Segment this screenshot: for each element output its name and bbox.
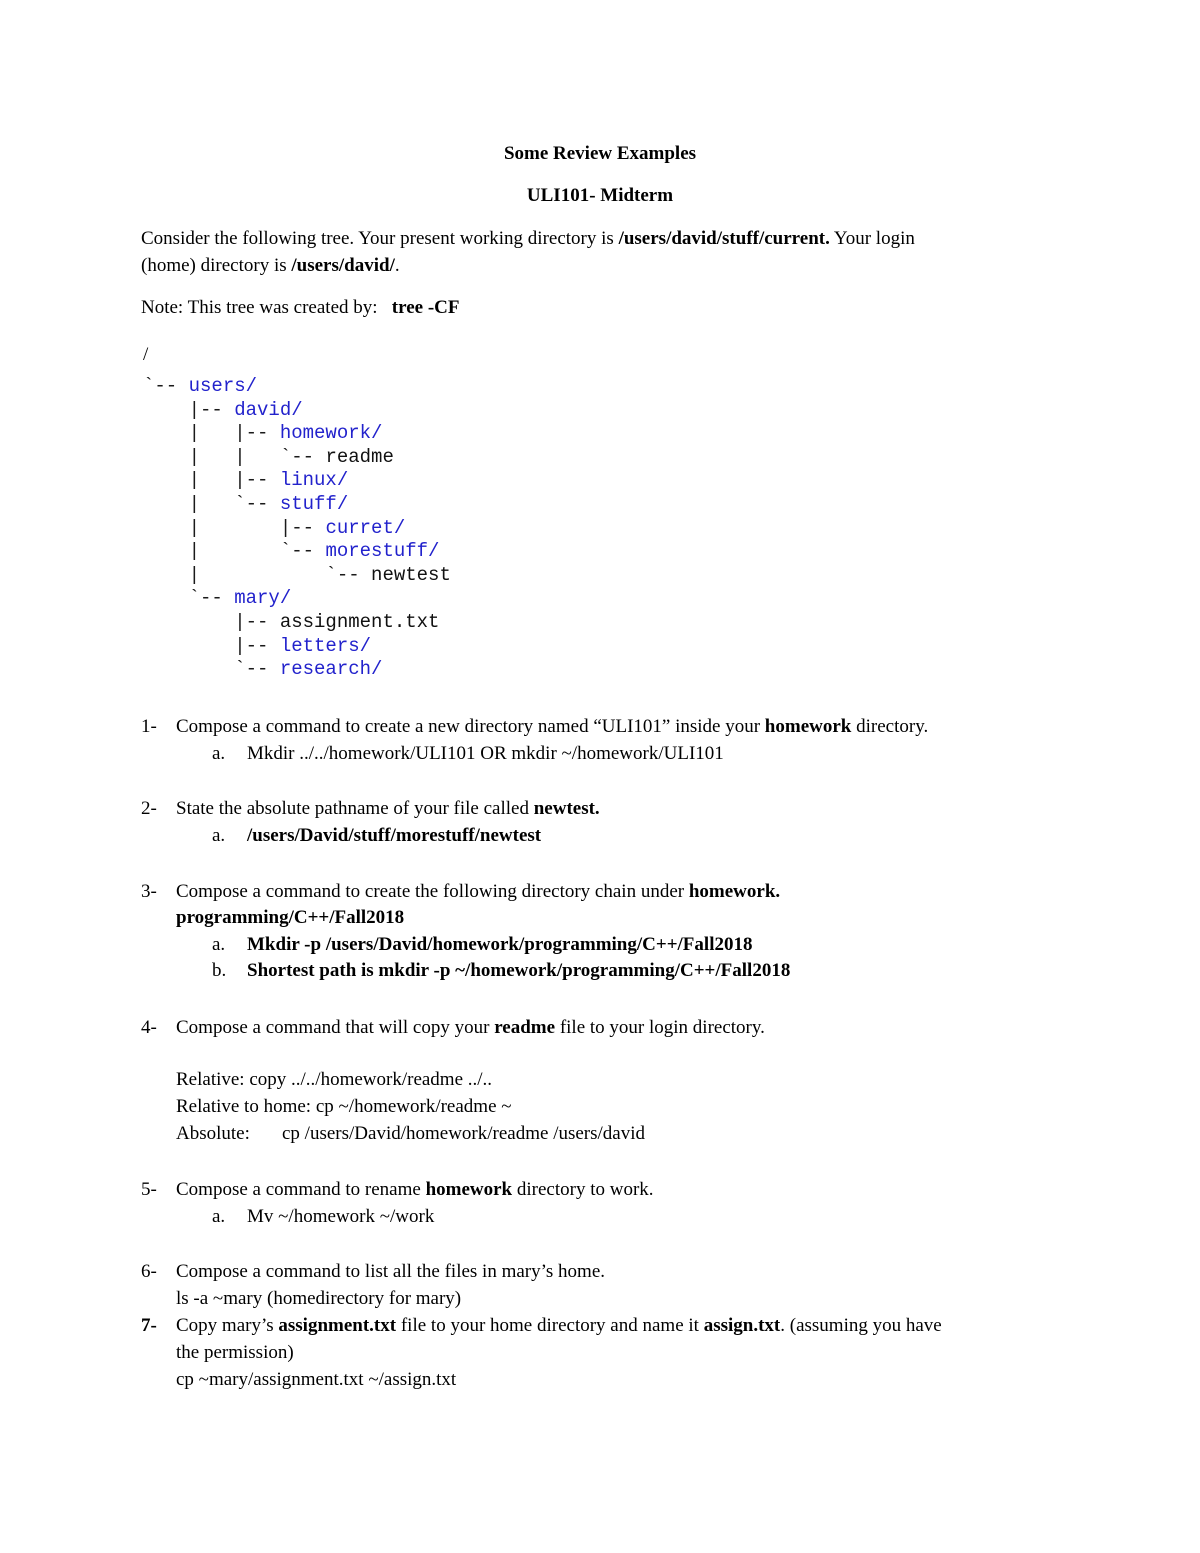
tree-branch: |-- bbox=[143, 398, 235, 421]
q6-number: 6- bbox=[141, 1261, 157, 1282]
q4-text: Compose a command that will copy your readme file to your login directory. bbox=[176, 1017, 765, 1038]
q3-answer-a-label: a. bbox=[212, 934, 226, 955]
tree-row bbox=[143, 399, 451, 423]
note-line: Note: This tree was created by: tree -CF bbox=[141, 297, 460, 318]
q7-answer: cp ~mary/assignment.txt ~/assign.txt bbox=[176, 1369, 457, 1390]
tree-branch: | |-- bbox=[143, 516, 326, 539]
tree-branch: | `-- bbox=[143, 540, 326, 563]
q2-answer: /users/David/stuff/morestuff/newtest bbox=[247, 825, 542, 846]
q5-text: Compose a command to rename homework directory to work. bbox=[176, 1179, 654, 1200]
q2-text: State the absolute pathname of your file called newtest. bbox=[176, 798, 600, 819]
directory-tree bbox=[143, 375, 451, 682]
tree-row bbox=[143, 493, 451, 517]
q3-text: Compose a command to create the following directory chain under homework. bbox=[176, 881, 781, 902]
q4-relative-home: Relative to home: cp ~/homework/readme ~ bbox=[176, 1096, 512, 1117]
tree-branch: `-- bbox=[143, 587, 235, 610]
q1-text: Compose a command to create a new directory named “ULI101” inside your homework directory. bbox=[176, 716, 929, 737]
q3-answer-b: Shortest path is mkdir -p ~/homework/programming/C++/Fall2018 bbox=[247, 960, 791, 981]
q1-answer-label: a. bbox=[212, 743, 226, 764]
tree-directory: users/ bbox=[188, 375, 258, 397]
tree-row bbox=[143, 375, 451, 399]
q3-answer-a: Mkdir -p /users/David/homework/programming/C++/Fall2018 bbox=[247, 934, 753, 955]
tree-row bbox=[143, 658, 451, 682]
q3-number: 3- bbox=[141, 881, 157, 902]
tree-branch: | `-- bbox=[143, 563, 372, 586]
q4-absolute-label: Absolute: bbox=[176, 1123, 250, 1144]
doc-title: Some Review Examples bbox=[503, 143, 697, 164]
tree-directory: mary/ bbox=[234, 587, 292, 610]
q4-relative: Relative: copy ../../homework/readme ../.. bbox=[176, 1069, 493, 1090]
q5-number: 5- bbox=[141, 1179, 157, 1200]
tree-file: readme bbox=[325, 445, 394, 468]
tree-branch: |-- bbox=[143, 610, 280, 633]
q7-number: 7- bbox=[141, 1315, 157, 1336]
tree-directory: stuff/ bbox=[279, 492, 349, 515]
doc-subtitle: ULI101- Midterm bbox=[526, 185, 674, 206]
q3-answer-b-label: b. bbox=[212, 960, 227, 981]
q4-number: 4- bbox=[141, 1017, 157, 1038]
q5-answer: Mv ~/homework ~/work bbox=[247, 1206, 435, 1227]
tree-row bbox=[143, 422, 451, 446]
tree-branch: | |-- bbox=[143, 469, 280, 492]
tree-root: / bbox=[143, 344, 149, 365]
tree-branch: | |-- bbox=[143, 422, 280, 445]
q3-chain: programming/C++/Fall2018 bbox=[176, 907, 405, 928]
q7-text-cont: the permission) bbox=[176, 1342, 294, 1363]
tree-row bbox=[143, 446, 451, 470]
q6-answer: ls -a ~mary (homedirectory for mary) bbox=[176, 1288, 462, 1309]
tree-row bbox=[143, 587, 451, 611]
tree-row bbox=[143, 611, 451, 635]
tree-directory: letters/ bbox=[279, 634, 372, 657]
tree-directory: david/ bbox=[234, 398, 303, 421]
tree-file: assignment.txt bbox=[279, 610, 440, 633]
q7-text: Copy mary’s assignment.txt file to your home directory and name it assign.txt. (assuming you have bbox=[176, 1315, 942, 1336]
tree-row bbox=[143, 517, 451, 541]
tree-directory: curret/ bbox=[325, 516, 406, 539]
tree-row bbox=[143, 635, 451, 659]
tree-directory: homework/ bbox=[279, 422, 383, 445]
q2-number: 2- bbox=[141, 798, 157, 819]
tree-branch: | `-- bbox=[143, 492, 280, 515]
tree-branch: `-- bbox=[143, 375, 189, 397]
q5-answer-label: a. bbox=[212, 1206, 226, 1227]
q2-answer-label: a. bbox=[212, 825, 226, 846]
tree-row bbox=[143, 469, 451, 493]
q1-number: 1- bbox=[141, 716, 157, 737]
tree-directory: morestuff/ bbox=[325, 540, 440, 563]
tree-directory: linux/ bbox=[279, 469, 349, 492]
tree-row bbox=[143, 540, 451, 564]
intro-line-1: Consider the following tree. Your present working directory is /users/david/stuff/current. Your login bbox=[141, 228, 915, 249]
tree-row bbox=[143, 564, 451, 588]
tree-branch: |-- bbox=[143, 634, 280, 657]
tree-directory: research/ bbox=[279, 658, 383, 681]
q6-text: Compose a command to list all the files in mary’s home. bbox=[176, 1261, 606, 1282]
tree-file: newtest bbox=[371, 563, 451, 586]
q1-answer: Mkdir ../../homework/ULI101 OR mkdir ~/homework/ULI101 bbox=[247, 743, 724, 764]
tree-branch: `-- bbox=[143, 658, 280, 681]
tree-branch: | | `-- bbox=[143, 445, 326, 468]
intro-line-2: (home) directory is /users/david/. bbox=[141, 255, 400, 276]
q4-absolute-cmd: cp /users/David/homework/readme /users/david bbox=[282, 1123, 646, 1144]
